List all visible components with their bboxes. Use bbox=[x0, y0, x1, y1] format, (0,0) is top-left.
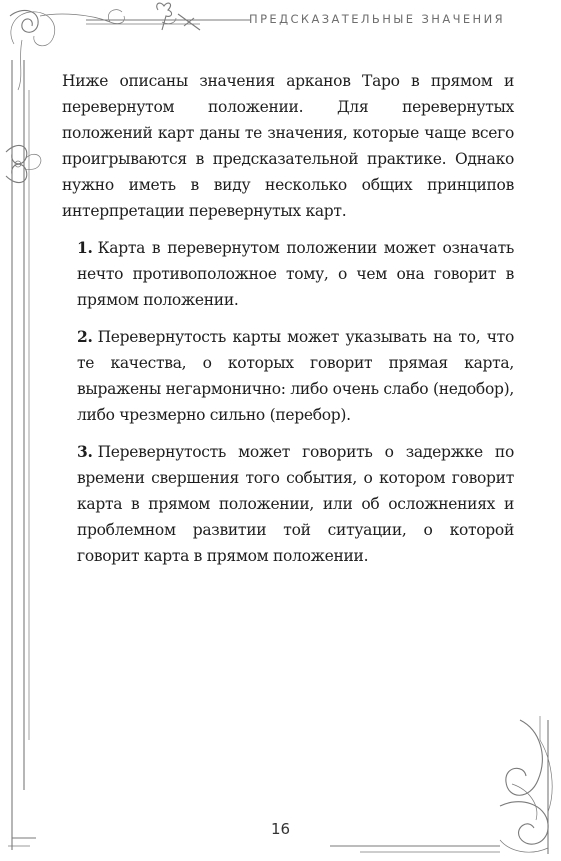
list-item-text: Перевернутость карты может указывать на то, что те качества, о которых говорит прямая карта, выражены негармонично: либо очень слабо (недобор), либо чрезмерно сильно (перебор). bbox=[77, 328, 514, 424]
list-item-text: Перевернутость может говорить о задержке по времени свершения того события, о котором говорит карта в прямом положении, или об осложнениях и проблемном развитии той ситуации, о которой говорит карта в прямом положении. bbox=[77, 443, 514, 565]
list-item-1 bbox=[77, 235, 514, 313]
page-number: 16 bbox=[270, 820, 291, 838]
list-item-number: 1. bbox=[77, 238, 93, 257]
list-item-3 bbox=[77, 439, 514, 569]
top-left-scroll bbox=[11, 12, 55, 46]
running-head: ПРЕДСКАЗАТЕЛЬНЫЕ ЗНАЧЕНИЯ bbox=[249, 12, 505, 26]
bottom-right-flourish bbox=[506, 720, 542, 795]
list-item-number: 3. bbox=[77, 442, 93, 461]
intro-paragraph: Ниже описаны значения арканов Таро в прямом и перевернутом положении. Для перевернутых положений карт даны те значения, которые чаще всего проигрываются в предсказательной практике. Однако нужно иметь в виду несколько общих принципов интерпретации перевернутых карт. bbox=[62, 72, 514, 220]
page-body bbox=[62, 68, 514, 569]
list-item-text: Карта в перевернутом положении может означать нечто противоположное тому, о чем она говорит в прямом положении. bbox=[77, 239, 514, 309]
top-sprig bbox=[157, 3, 172, 30]
list-item-2 bbox=[77, 324, 514, 428]
list-item-number: 2. bbox=[77, 327, 93, 346]
